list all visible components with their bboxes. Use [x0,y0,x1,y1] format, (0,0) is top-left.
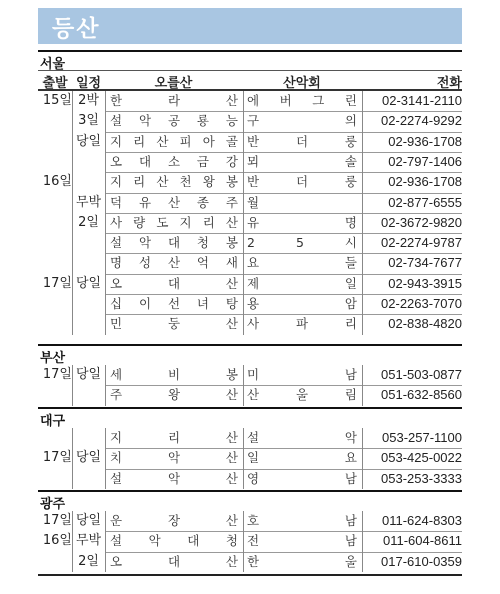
duration-cell: 당일 [75,367,102,382]
page-title: 등산 [52,16,101,42]
row-divider [105,233,462,234]
mountain-cell: 십 이 선 녀 탕 [110,296,238,311]
column-divider [105,91,106,335]
region-label: 서울 [40,57,66,72]
club-cell: 제 일 [247,275,357,291]
club-cell: 유 명 [247,214,357,230]
mountain-cell: 오 대 산 [110,553,238,569]
row-divider [105,469,462,470]
club-cell: 전 남 [247,533,357,549]
mountain-cell: 세 비 봉 [110,367,238,382]
mountain-cell: 설 악 대 청 [110,533,238,549]
row-divider [105,132,462,133]
row-divider [105,448,462,449]
date-cell: 17일 [42,513,72,528]
phone-cell: 051-632-8560 [381,387,462,403]
phone-cell: 011-624-8303 [382,513,462,528]
column-divider [243,428,244,489]
region-header-seoul [38,50,462,72]
club-cell: 사 파 리 [247,316,357,332]
mountain-cell: 오 대 산 [110,275,238,291]
club-cell: 뫼 솔 [247,153,357,169]
mountain-cell: 운 장 산 [110,513,238,528]
phone-cell: 02-838-4820 [388,316,462,332]
row-divider [105,193,462,194]
phone-cell: 02-3141-2110 [382,93,462,108]
column-divider [243,91,244,335]
club-cell: 2 5 시 [247,235,357,251]
column-header-club: 산악회 [283,76,321,91]
phone-cell: 02-797-1406 [388,153,462,169]
column-divider [72,428,73,489]
column-header-mountain: 오를산 [154,76,193,91]
region-label: 광주 [40,497,66,512]
phone-cell: 02-936-1708 [388,133,462,149]
table-header [38,70,462,91]
row-divider [105,385,462,386]
club-cell: 설 악 [247,430,357,445]
row-divider [105,253,462,254]
club-cell: 호 남 [247,513,357,528]
duration-cell: 당일 [75,275,102,291]
duration-cell: 당일 [75,450,102,466]
mountain-cell: 지 리 산 천 왕 봉 [110,174,238,190]
duration-cell: 무박 [75,194,102,210]
column-divider [72,511,73,572]
column-divider [362,428,363,489]
duration-cell: 무박 [75,533,102,549]
date-cell: 17일 [42,275,72,291]
row-divider [105,552,462,553]
mountain-cell: 치 악 산 [110,450,238,466]
column-header-duration: 일정 [75,76,102,91]
region-label: 부산 [40,351,66,366]
row-divider [105,531,462,532]
column-divider [105,365,106,406]
region-header-daegu [38,407,462,429]
column-divider [362,91,363,335]
duration-cell: 2일 [78,553,99,569]
club-cell: 요 들 [247,255,357,271]
row-divider [105,294,462,295]
row-divider [105,152,462,153]
phone-cell: 053-257-1100 [382,430,462,445]
mountain-cell: 덕 유 산 종 주 [110,194,238,210]
phone-cell: 02-734-7677 [388,255,462,271]
club-cell: 영 남 [247,470,357,486]
phone-cell: 02-2263-7070 [381,296,462,311]
mountain-cell: 주 왕 산 [110,387,238,403]
phone-cell: 02-2274-9787 [381,235,462,251]
phone-cell: 02-936-1708 [388,174,462,190]
mountain-cell: 민 둥 산 [110,316,238,332]
table-bottom-rule [38,574,462,576]
column-divider [72,91,73,335]
mountain-cell: 설 악 공 룡 능 [110,113,238,129]
club-cell: 한 울 [247,553,357,569]
date-cell: 17일 [42,450,72,466]
phone-cell: 02-2274-9292 [381,113,462,129]
duration-cell: 3일 [78,113,99,129]
region-header-gwangju [38,490,462,512]
mountain-cell: 한 라 산 [110,93,238,108]
mountain-cell: 지 리 산 [110,430,238,445]
row-divider [105,111,462,112]
duration-cell: 2일 [78,214,99,230]
column-divider [243,511,244,572]
mountain-cell: 명 성 산 억 새 [110,255,238,271]
club-cell: 에 버 그 린 [247,93,357,108]
date-cell: 16일 [42,174,72,190]
club-cell: 용 암 [247,296,357,311]
mountain-cell: 사 량 도 지 리 산 [110,214,238,230]
phone-cell: 02-877-6555 [388,194,462,210]
row-divider [105,314,462,315]
column-header-phone: 전화 [436,76,462,91]
title-banner [38,8,462,44]
duration-cell: 당일 [75,513,102,528]
phone-cell: 053-425-0022 [381,450,462,466]
duration-cell: 2박 [78,93,99,108]
mountain-cell: 설 악 산 [110,470,238,486]
region-header-busan [38,344,462,366]
club-cell: 산 울 림 [247,387,357,403]
club-cell: 월 [247,194,260,210]
column-divider [362,365,363,406]
mountain-cell: 설 악 대 청 봉 [110,235,238,251]
club-cell: 일 요 [247,450,357,466]
row-divider [105,274,462,275]
column-divider [243,365,244,406]
column-divider [72,365,73,406]
mountain-cell: 지 리 산 피 아 골 [110,133,238,149]
column-divider [362,511,363,572]
phone-cell: 011-604-8611 [382,533,462,549]
region-label: 대구 [40,414,66,429]
date-cell: 16일 [42,533,72,549]
column-header-date: 출발 [42,76,68,91]
date-cell: 15일 [42,93,72,108]
row-divider [105,213,462,214]
club-cell: 미 남 [247,367,357,382]
club-cell: 구 의 [247,113,357,129]
column-divider [105,511,106,572]
phone-cell: 053-253-3333 [381,470,462,486]
club-cell: 반 더 룽 [247,174,357,190]
row-divider [105,172,462,173]
column-divider [105,428,106,489]
phone-cell: 02-943-3915 [388,275,462,291]
club-cell: 반 더 룽 [247,133,357,149]
phone-cell: 02-3672-9820 [381,214,462,230]
phone-cell: 051-503-0877 [381,367,462,382]
mountain-cell: 오 대 소 금 강 [110,153,238,169]
phone-cell: 017-610-0359 [381,553,462,569]
date-cell: 17일 [42,367,72,382]
duration-cell: 당일 [75,133,102,149]
